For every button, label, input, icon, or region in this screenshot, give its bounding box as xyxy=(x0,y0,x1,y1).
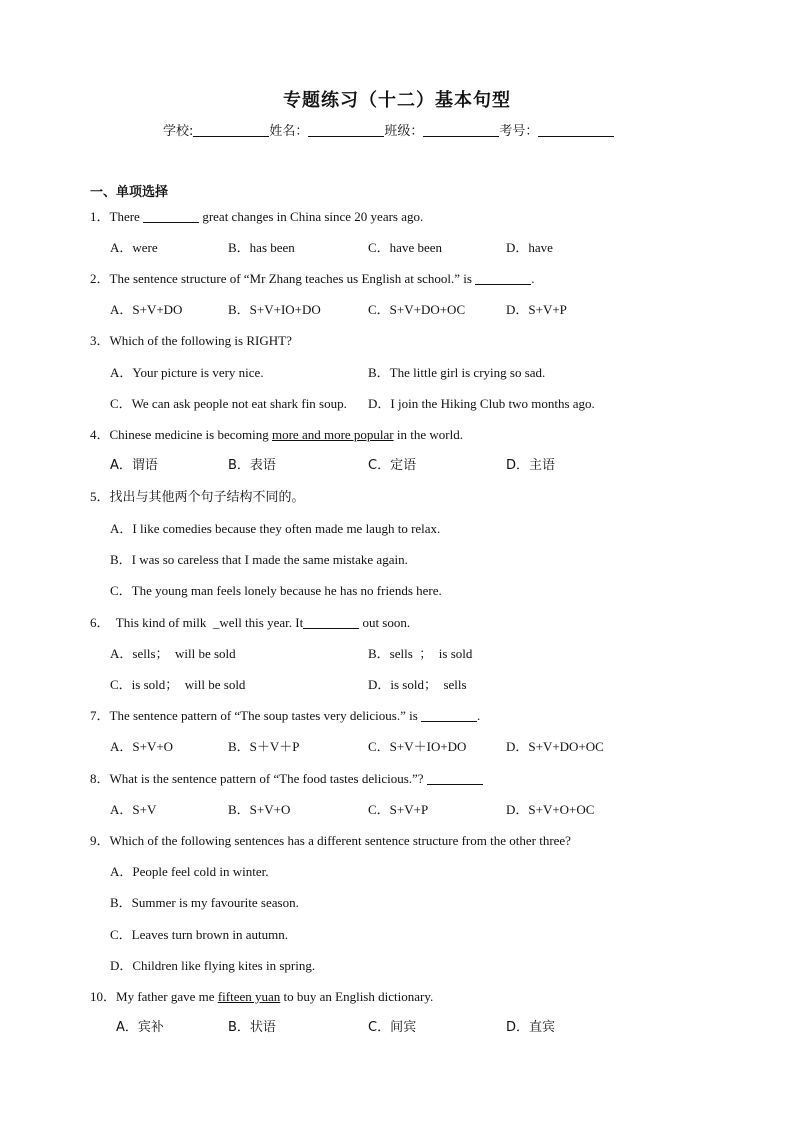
question-6 xyxy=(90,615,410,631)
option-a[interactable]: A．谓语 xyxy=(110,458,158,473)
class-blank[interactable] xyxy=(423,124,499,137)
question-number: 4． xyxy=(90,427,110,442)
question-text: This kind of milk _well this year. It xyxy=(109,615,304,630)
option-d[interactable]: D．S+V+P xyxy=(506,302,567,317)
option-d[interactable]: D．have xyxy=(506,240,553,255)
question-number: 6． xyxy=(90,615,110,630)
school-label: 学校: xyxy=(163,124,194,139)
question-number: 9． xyxy=(90,833,110,848)
option-c[interactable]: C．Leaves turn brown in autumn. xyxy=(110,927,288,942)
option-b[interactable]: B．The little girl is crying so sad. xyxy=(368,365,546,380)
question-5 xyxy=(90,489,305,506)
question-text: My father gave me xyxy=(116,989,218,1004)
question-9 xyxy=(90,833,571,849)
option-c[interactable]: C．S+V＋IO+DO xyxy=(368,739,467,754)
option-c[interactable]: C．have been xyxy=(368,240,443,255)
underlined-phrase: more and more popular xyxy=(271,427,394,442)
option-a[interactable]: A．I like comedies because they often made me laugh to relax. xyxy=(110,521,441,536)
question-1 xyxy=(90,209,423,225)
option-d[interactable]: D．S+V+DO+OC xyxy=(506,739,604,754)
question-number: 7． xyxy=(90,708,110,723)
question-text: There xyxy=(109,209,144,224)
question-text: in the world. xyxy=(393,427,463,442)
option-b[interactable]: B．状语 xyxy=(228,1020,276,1035)
option-d[interactable]: D．I join the Hiking Club two months ago. xyxy=(368,396,595,411)
answer-blank xyxy=(421,710,477,722)
option-c[interactable]: C．S+V+P xyxy=(368,802,429,817)
option-a[interactable]: A．were xyxy=(110,240,158,255)
question-text: Which of the following is RIGHT? xyxy=(109,333,292,348)
question-text: Which of the following sentences has a different sentence structure from the other three? xyxy=(109,833,571,848)
question-7 xyxy=(90,708,480,724)
option-c[interactable]: C．We can ask people not eat shark fin soup. xyxy=(110,396,347,411)
class-label: 班级： xyxy=(384,124,424,139)
question-2 xyxy=(90,271,534,287)
question-text: The sentence pattern of “The soup tastes very delicious.” is xyxy=(109,708,422,723)
option-c[interactable]: C．S+V+DO+OC xyxy=(368,302,466,317)
document-title: 专题练习（十二）基本句型 xyxy=(283,90,511,111)
school-blank[interactable] xyxy=(193,124,269,137)
name-blank[interactable] xyxy=(308,124,384,137)
question-text: 找出与其他两个句子结构不同的。 xyxy=(109,490,305,505)
answer-blank xyxy=(427,773,483,785)
option-b[interactable]: B．S+V+O xyxy=(228,802,291,817)
question-text: The sentence structure of “Mr Zhang teaches us English at school.” is xyxy=(109,271,476,286)
option-c[interactable]: C．定语 xyxy=(368,458,417,473)
question-number: 8． xyxy=(90,771,110,786)
option-d[interactable]: D．Children like flying kites in spring. xyxy=(110,958,316,973)
option-b[interactable]: B．sells ； is sold xyxy=(368,646,473,661)
option-c[interactable]: C．间宾 xyxy=(368,1020,417,1035)
option-b[interactable]: B．I was so careless that I made the same mistake again. xyxy=(110,552,408,567)
option-b[interactable]: B．表语 xyxy=(228,458,276,473)
underlined-phrase: fifteen yuan xyxy=(217,989,281,1004)
option-a[interactable]: A．Your picture is very nice. xyxy=(110,365,264,380)
option-a[interactable]: A．S+V+O xyxy=(110,739,174,754)
option-a[interactable]: A．People feel cold in winter. xyxy=(110,864,269,879)
question-text: Chinese medicine is becoming xyxy=(109,427,272,442)
question-number: 1． xyxy=(90,209,110,224)
option-d[interactable]: D．直宾 xyxy=(506,1020,556,1035)
option-a[interactable]: A．sells； will be sold xyxy=(110,646,236,661)
option-a[interactable]: A．宾补 xyxy=(116,1020,164,1035)
question-text: great changes in China since 20 years ago. xyxy=(199,209,424,224)
option-b[interactable]: B．S+V+IO+DO xyxy=(228,302,321,317)
question-text: . xyxy=(531,271,535,286)
exam-no-blank[interactable] xyxy=(538,124,614,137)
option-b[interactable]: B．Summer is my favourite season. xyxy=(110,895,299,910)
student-info-line xyxy=(163,120,614,139)
section-title: 一、单项选择 xyxy=(90,185,169,200)
question-text: . xyxy=(477,708,481,723)
question-number: 10． xyxy=(90,989,117,1004)
question-number: 3． xyxy=(90,333,110,348)
question-text: out soon. xyxy=(359,615,411,630)
option-a[interactable]: A．S+V xyxy=(110,802,157,817)
question-number: 2． xyxy=(90,271,110,286)
option-d[interactable]: D．S+V+O+OC xyxy=(506,802,595,817)
option-d[interactable]: D．is sold； sells xyxy=(368,677,467,692)
option-a[interactable]: A．S+V+DO xyxy=(110,302,183,317)
answer-blank xyxy=(303,617,359,629)
option-d[interactable]: D．主语 xyxy=(506,458,556,473)
question-4 xyxy=(90,427,463,443)
exam-no-label: 考号： xyxy=(499,124,539,139)
question-number: 5． xyxy=(90,489,110,504)
question-10 xyxy=(90,989,433,1005)
name-label: 姓名： xyxy=(269,124,309,139)
question-8 xyxy=(90,771,483,787)
answer-blank xyxy=(475,273,531,285)
question-text: What is the sentence pattern of “The food tastes delicious.”? xyxy=(109,771,427,786)
option-b[interactable]: B．S＋V＋P xyxy=(228,739,300,754)
question-text: to buy an English dictionary. xyxy=(280,989,434,1004)
option-c[interactable]: C．is sold； will be sold xyxy=(110,677,246,692)
answer-blank xyxy=(143,211,199,223)
question-3 xyxy=(90,333,292,349)
option-c[interactable]: C．The young man feels lonely because he has no friends here. xyxy=(110,583,442,598)
option-b[interactable]: B．has been xyxy=(228,240,295,255)
